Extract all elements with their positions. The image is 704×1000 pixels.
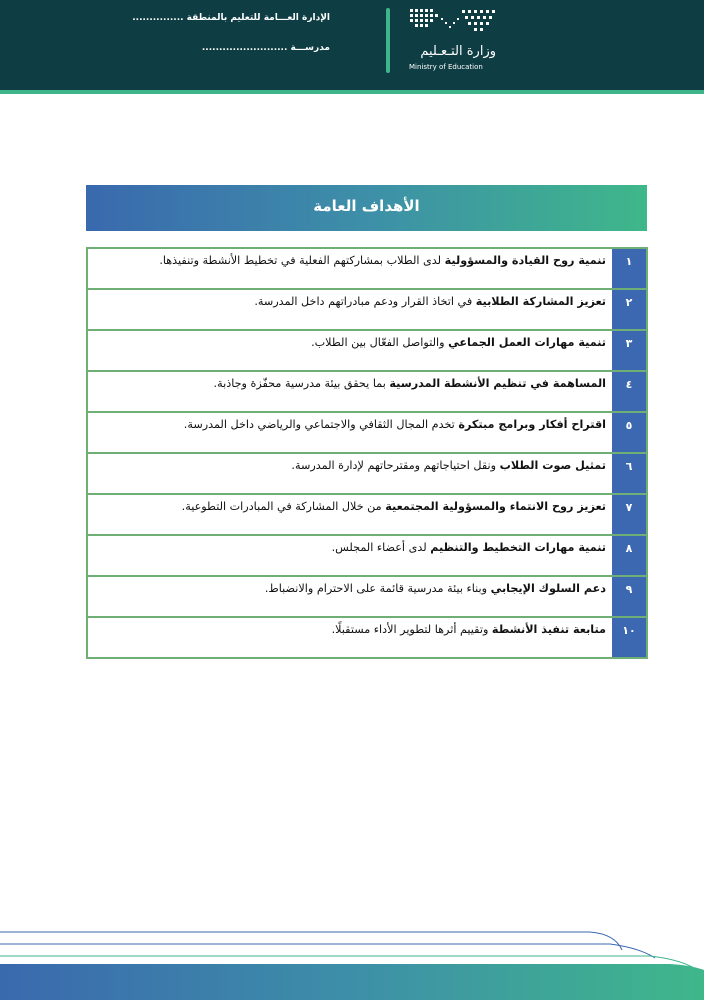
goal-number: ٣: [612, 330, 647, 371]
goal-text: [87, 494, 612, 535]
goal-row: [87, 248, 647, 289]
goal-number: ٩: [612, 576, 647, 617]
goal-title: تنمية مهارات التخطيط والتنظيم: [430, 541, 606, 554]
goal-description: وبناء بيئة مدرسية قائمة على الاحترام والانضباط.: [264, 582, 491, 595]
goal-title: تعزيز المشاركة الطلابية: [475, 295, 606, 308]
page-header: [0, 0, 704, 90]
goal-row: [87, 371, 647, 412]
goal-description: من خلال المشاركة في المبادرات التطوعية.: [181, 500, 386, 513]
goal-row: [87, 412, 647, 453]
goal-row: [87, 535, 647, 576]
goals-table-body: [87, 248, 647, 658]
goal-number: ٧: [612, 494, 647, 535]
school-label: مدرســـة .........................: [201, 43, 330, 53]
logo-english-text: Ministry of Education: [409, 63, 483, 71]
goal-text: [87, 453, 612, 494]
goal-row: [87, 617, 647, 658]
goal-description: لدى أعضاء المجلس.: [331, 541, 431, 554]
ministry-logo: [408, 6, 508, 76]
goal-title: تنمية روح القيادة والمسؤولية: [444, 254, 606, 267]
goal-description: في اتخاذ القرار ودعم مبادراتهم داخل المدرسة.: [254, 295, 476, 308]
goal-text: [87, 330, 612, 371]
goal-row: [87, 576, 647, 617]
goal-description: لدى الطلاب بمشاركتهم الفعلية في تخطيط الأنشطة وتنفيذها.: [159, 254, 445, 267]
goal-text: [87, 617, 612, 658]
goal-title: تمثيل صوت الطلاب: [499, 459, 606, 472]
goal-description: وتقييم أثرها لتطوير الأداء مستقبلًا.: [331, 623, 492, 636]
goal-number: ١: [612, 248, 647, 289]
goal-text: [87, 248, 612, 289]
logo-dots-icon: [408, 6, 500, 40]
goal-title: تعزيز روح الانتماء والمسؤولية المجتمعية: [385, 500, 606, 513]
goal-number: ٤: [612, 371, 647, 412]
goal-number: ٥: [612, 412, 647, 453]
section-title-bar: [86, 185, 647, 231]
goal-description: بما يحقق بيئة مدرسية محفّزة وجاذبة.: [213, 377, 390, 390]
header-divider: [386, 8, 390, 73]
goal-description: تخدم المجال الثقافي والاجتماعي والرياضي داخل المدرسة.: [183, 418, 459, 431]
goal-number: ١٠: [612, 617, 647, 658]
goal-text: [87, 412, 612, 453]
header-accent-line: [0, 90, 704, 94]
goal-description: ونقل احتياجاتهم ومقترحاتهم لإدارة المدرسة.: [291, 459, 500, 472]
goal-row: [87, 330, 647, 371]
footer-decoration: [0, 910, 704, 1000]
goal-description: والتواصل الفعّال بين الطلاب.: [311, 336, 449, 349]
goal-number: ٦: [612, 453, 647, 494]
goal-text: [87, 576, 612, 617]
goal-title: المساهمة في تنظيم الأنشطة المدرسية: [389, 377, 606, 390]
goal-text: [87, 371, 612, 412]
goal-title: تنمية مهارات العمل الجماعي: [448, 336, 606, 349]
goals-table: [86, 247, 648, 659]
logo-arabic-text: وزارة التـعـليم: [420, 44, 496, 59]
goal-title: متابعة تنفيذ الأنشطة: [491, 623, 606, 636]
goal-row: [87, 494, 647, 535]
goal-row: [87, 289, 647, 330]
goal-row: [87, 453, 647, 494]
section-title: الأهداف العامة: [313, 197, 420, 215]
region-label: الإدارة العـــامة للتعليم بالمنطقة ...............: [132, 13, 330, 23]
goal-title: اقتراح أفكار وبرامج مبتكرة: [458, 418, 606, 431]
goal-text: [87, 289, 612, 330]
goal-number: ٨: [612, 535, 647, 576]
goal-title: دعم السلوك الإيجابي: [490, 582, 606, 595]
goal-number: ٢: [612, 289, 647, 330]
goal-text: [87, 535, 612, 576]
